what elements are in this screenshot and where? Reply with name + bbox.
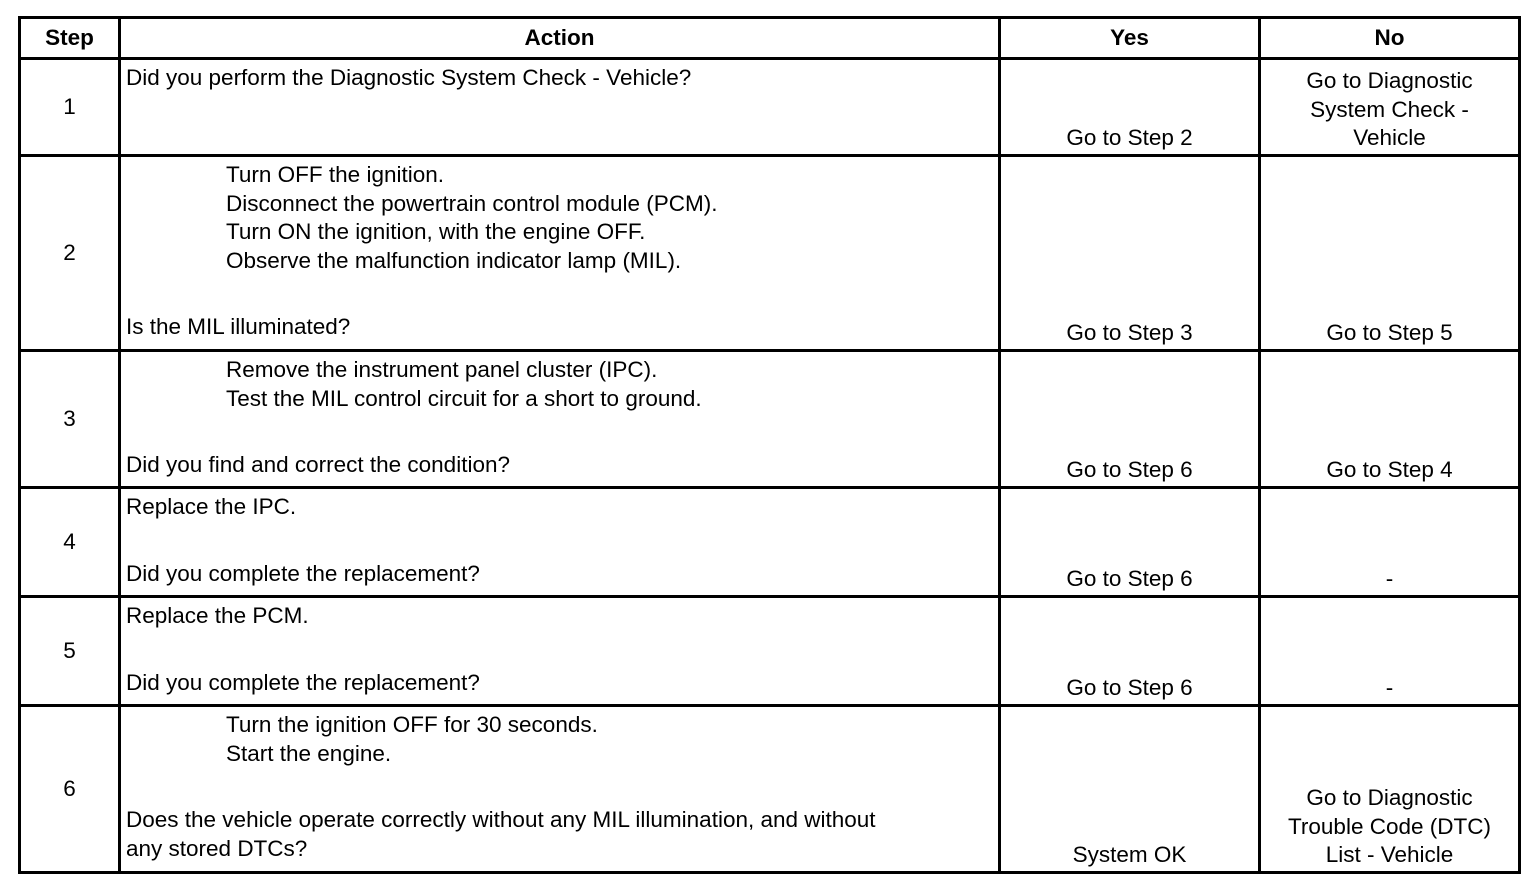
header-no: No	[1260, 18, 1520, 59]
no-cell	[1260, 156, 1520, 351]
action-cell	[120, 597, 1000, 706]
yes-link[interactable]: Go to Step 6	[1066, 566, 1193, 592]
action-bullet: Start the engine.	[226, 740, 392, 766]
action-question: Is the MIL illuminated?	[126, 314, 351, 340]
no-cell	[1260, 488, 1520, 597]
table-row-step-6	[20, 706, 1520, 873]
no-cell	[1260, 706, 1520, 873]
yes-cell	[1000, 156, 1260, 351]
table-row-step-4	[20, 488, 1520, 597]
action-cell	[120, 351, 1000, 488]
no-link-line[interactable]: Vehicle	[1353, 125, 1426, 151]
no-cell	[1260, 59, 1520, 156]
action-cell	[120, 59, 1000, 156]
action-bullet: Test the MIL control circuit for a short to ground.	[226, 385, 702, 411]
yes-link[interactable]: Go to Step 3	[1066, 320, 1193, 346]
header-step: Step	[20, 18, 120, 59]
action-cell	[120, 706, 1000, 873]
header-yes: Yes	[1000, 18, 1260, 59]
step-number: 3	[20, 351, 120, 488]
no-link-line[interactable]: List - Vehicle	[1325, 842, 1454, 868]
action-bullet: Remove the instrument panel cluster (IPC).	[226, 357, 658, 382]
action-question: Did you find and correct the condition?	[126, 452, 510, 478]
no-value: -	[1385, 566, 1394, 592]
no-cell	[1260, 597, 1520, 706]
yes-value: System OK	[1072, 842, 1187, 868]
action-bullets	[126, 711, 993, 768]
action-bullets	[126, 161, 993, 275]
action-cell	[120, 488, 1000, 597]
yes-cell	[1000, 706, 1260, 873]
yes-link[interactable]: Go to Step 6	[1066, 675, 1193, 701]
yes-cell	[1000, 351, 1260, 488]
step-number: 2	[20, 156, 120, 351]
step-number: 4	[20, 488, 120, 597]
yes-cell	[1000, 59, 1260, 156]
action-question: Did you complete the replacement?	[126, 560, 480, 586]
step-number: 5	[20, 597, 120, 706]
table-row-step-3	[20, 351, 1520, 488]
no-link-line[interactable]: Trouble Code (DTC)	[1288, 813, 1491, 839]
header-row	[20, 18, 1520, 59]
diagnostic-table	[18, 16, 1521, 874]
action-question: Did you complete the replacement?	[126, 669, 480, 695]
header-action: Action	[120, 18, 1000, 59]
action-bullet: Turn the ignition OFF for 30 seconds.	[226, 712, 598, 737]
step-number: 1	[20, 59, 120, 156]
action-lead: Replace the PCM.	[126, 603, 309, 628]
action-cell	[120, 156, 1000, 351]
no-cell	[1260, 351, 1520, 488]
yes-link[interactable]: Go to Step 2	[1066, 125, 1193, 151]
no-link[interactable]: Go to Step 5	[1326, 320, 1453, 346]
step-number: 6	[20, 706, 120, 873]
action-lead: Replace the IPC.	[126, 494, 297, 519]
action-bullet: Disconnect the powertrain control module (PCM).	[226, 190, 718, 216]
no-link-line[interactable]: System Check -	[1310, 96, 1469, 122]
table-row-step-5	[20, 597, 1520, 706]
table-row-step-2	[20, 156, 1520, 351]
yes-link[interactable]: Go to Step 6	[1066, 457, 1193, 483]
table-row-step-1	[20, 59, 1520, 156]
action-bullet: Turn OFF the ignition.	[226, 162, 445, 187]
action-question: Does the vehicle operate correctly without any MIL illumination, and without	[126, 807, 876, 833]
action-question: Did you perform the Diagnostic System Check - Vehicle?	[126, 65, 692, 90]
no-link-line[interactable]: Go to Diagnostic	[1306, 68, 1473, 94]
yes-cell	[1000, 597, 1260, 706]
action-bullet: Turn ON the ignition, with the engine OFF.	[226, 219, 646, 245]
action-bullet: Observe the malfunction indicator lamp (MIL).	[226, 247, 682, 273]
no-value: -	[1385, 675, 1394, 701]
yes-cell	[1000, 488, 1260, 597]
action-bullets	[126, 356, 993, 413]
no-link-line[interactable]: Go to Diagnostic	[1306, 785, 1473, 811]
action-question: any stored DTCs?	[126, 835, 308, 861]
no-link[interactable]: Go to Step 4	[1326, 457, 1453, 483]
